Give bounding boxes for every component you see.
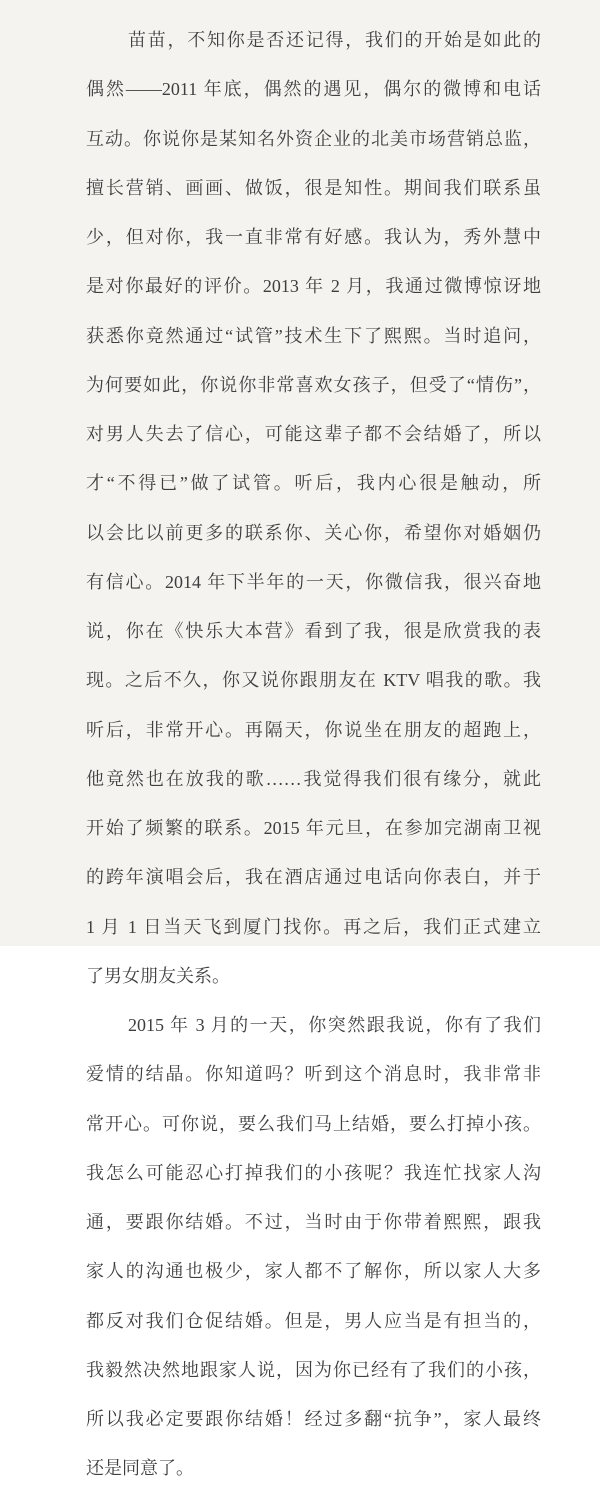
text-line: 所以我必定要跟你结婚！经过多翻“抗争”，家人最终 [86,1409,541,1429]
text-line: 他竟然也在放我的歌……我觉得我们很有缘分，就此 [86,768,541,789]
text-line: 现。之后不久，你又说你跟朋友在 KTV 唱我的歌。我 [86,670,541,691]
text-line: 爱情的结晶。你知道吗？听到这个消息时，我非常非 [86,1064,541,1085]
text-line: 以会比以前更多的联系你、关心你，希望你对婚姻仍 [86,522,541,543]
text-line: 才“不得已”做了试管。听后，我内心很是触动，所 [86,473,541,494]
text-line: 我毅然决然地跟家人说，因为你已经有了我们的小孩， [86,1359,541,1380]
text-line: 常开心。可你说，要么我们马上结婚，要么打掉小孩。 [86,1113,541,1134]
text-line: 的跨年演唱会后，我在酒店通过电话向你表白，并于 [86,867,541,888]
text-line: 获悉你竟然通过“试管”技术生下了熙熙。当时追问， [86,325,541,346]
text-line: 互动。你说你是某知名外资企业的北美市场营销总监， [86,128,541,149]
text-line: 开始了频繁的联系。2015 年元旦，在参加完湖南卫视 [86,818,541,838]
text-line: 擅长营销、画画、做饭，很是知性。期间我们联系虽 [86,177,541,198]
text-line: 说，你在《快乐大本营》看到了我，很是欣赏我的表 [86,621,541,641]
text-line: 有信心。2014 年下半年的一天，你微信我，很兴奋地 [86,571,541,592]
document-body [86,0,541,1485]
text-line: 2015 年 3 月的一天，你突然跟我说，你有了我们 [128,1015,541,1035]
text-line: 了男女朋友关系。 [86,965,230,986]
text-line: 通，要跟你结婚。不过，当时由于你带着熙熙，跟我 [86,1212,541,1232]
text-line: 我怎么可能忍心打掉我们的小孩呢？我连忙找家人沟 [86,1162,541,1183]
text-line: 还是同意了。 [86,1458,194,1479]
text-line: 家人的沟通也极少，家人都不了解你，所以家人大多 [86,1261,541,1282]
text-line: 苗苗，不知你是否还记得，我们的开始是如此的 [128,30,541,50]
text-line: 都反对我们仓促结婚。但是，男人应当是有担当的， [86,1310,541,1331]
text-line: 对男人失去了信心，可能这辈子都不会结婚了，所以 [86,424,541,444]
text-line: 是对你最好的评价。2013 年 2 月，我通过微博惊讶地 [86,276,541,297]
text-line: 为何要如此，你说你非常喜欢女孩子，但受了“情伤”， [86,374,541,395]
text-line: 少，但对你，我一直非常有好感。我认为，秀外慧中 [86,227,541,247]
text-line: 1 月 1 日当天飞到厦门找你。再之后，我们正式建立 [86,916,541,937]
text-line: 偶然——2011 年底，偶然的遇见，偶尔的微博和电话 [86,79,541,100]
text-line: 听后，非常开心。再隔天，你说坐在朋友的超跑上， [86,719,541,740]
